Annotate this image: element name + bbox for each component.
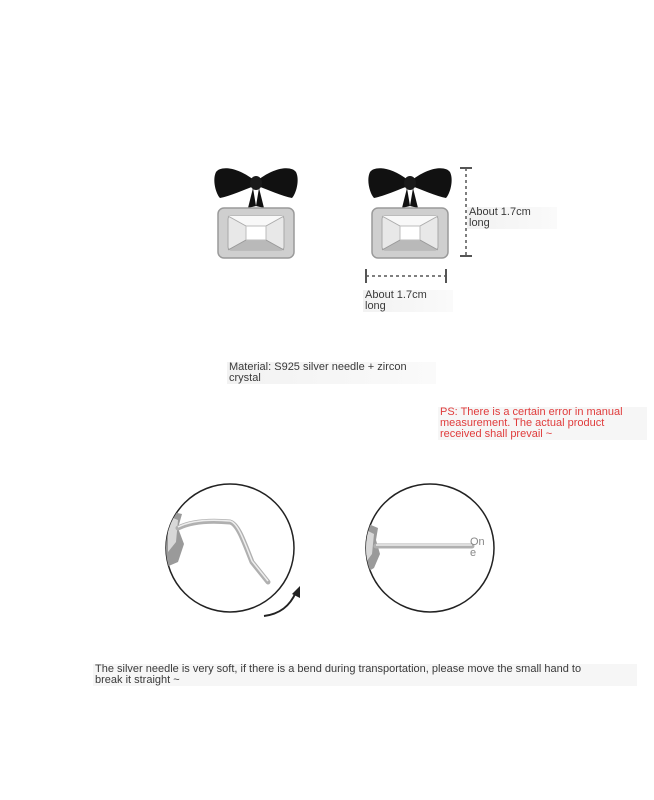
curved-arrow-icon (260, 582, 310, 622)
crystal-icon (372, 208, 448, 258)
earring-left (206, 160, 306, 260)
material-label: Material: S925 silver needle + zircon crystal (227, 362, 436, 384)
ps-note: PS: There is a certain error in manual measurement. The actual product received shall prevail ~ (438, 407, 647, 440)
dimension-label-horizontal: About 1.7cm long (363, 290, 453, 312)
bow-icon (214, 168, 297, 208)
dimension-label-vertical: About 1.7cm long (467, 207, 557, 229)
dimension-line-horizontal (362, 266, 452, 286)
needle-note: The silver needle is very soft, if there is a bend during transportation, please move the small hand to break it straight ~ (93, 664, 637, 686)
bow-icon (368, 168, 451, 208)
earring-right (360, 160, 460, 260)
detail-circle-label: On e (470, 536, 485, 559)
crystal-icon (218, 208, 294, 258)
